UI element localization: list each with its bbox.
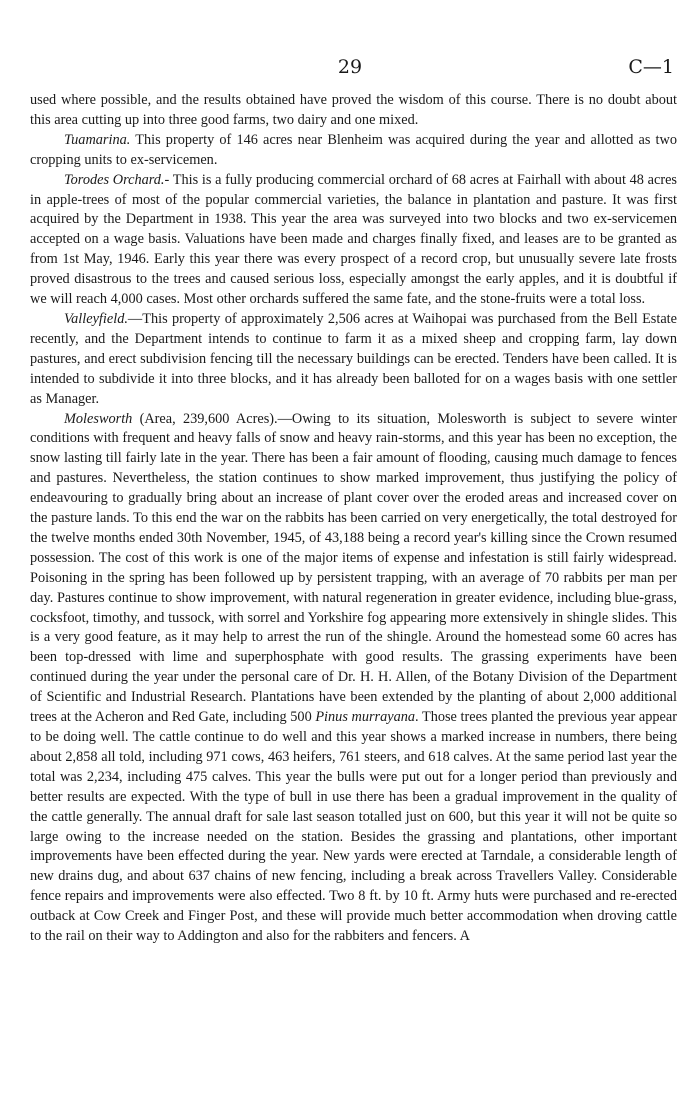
paragraph-continued [30,91,677,131]
paragraph-valleyfield [30,310,677,410]
species-name: Pinus murrayana [315,709,416,726]
body-text [30,91,677,947]
paragraph-text: —This property of approximately 2,506 acres at Waihopai was purchased from the Bell Estate recently, and the Department intends to continue to farm it as a mixed sheep and cropping farm, lay down pastures, and erect subdivision fencing till the necessary buildings can be erected. Tenders have been called. It is intended to subdivide it into three blocks, and it has already been balloted for on a wages basis with one settler as Manager. [30,310,677,407]
paragraph-text: - This is a fully producing commercial orchard of 68 acres at Fairhall with about 48 acres in apple-trees of most of the popular commercial varieties, the balance in plantation and pasture. It was first acquired by the Department in 1938. This year the area was surveyed into two blocks and two ex-servicemen accepted on a wage basis. Valuations have been made and charges finally fixed, and leases are to be granted as from 1st May, 1946. Early this year there was every prospect of a record crop, but unusually severe late frosts proved disastrous to the trees and caused serious loss, especially amongst the early apples, and it is doubtful if we will reach 4,000 cases. Most other orchards suffered the same fate, and the stone-fruits were a total loss. [30,171,677,308]
paragraph-lead: Molesworth [64,410,133,427]
page-reference: C—1 [628,56,674,78]
paragraph-text: This property of 146 acres near Blenheim was acquired during the year and allotted as two cropping units to ex-servicemen. [30,131,677,168]
paragraph-lead: Tuamarina. [64,131,131,148]
page-number: 29 [337,56,363,78]
paragraph-text: (Area, 239,600 Acres).—Owing to its situation, Molesworth is subject to severe winter conditions with frequent and heavy falls of snow and heavy rain-storms, and this year has been no exception, the snow lasting till fairly late in the year. There has been a fair amount of flooding, causing much damage to fences and pastures. Nevertheless, the station continues to show marked improvement, thus justifying the policy of endeavouring to gradually bring about an increase of plant cover over the eroded areas and increased cover on the pasture lands. To this end the war on the rabbits has been carried on very energetically, the total destroyed for the twelve months ended 30th November, 1945, of 43,188 being a record year's killing since the Crown resumed possession. The cost of this work is one of the major items of expense and infestation is still fairly widespread. Poisoning in the spring has been followed up by persistent trapping, with an average of 70 rabbits per man per day. Pastures continue to show improvement, with natural regeneration in greater evidence, including blue-grass, cocksfoot, timothy, and tussock, with sorrel and Yorkshire fog appearing more extensively in shingle slides. This is a very good feature, as it may help to arrest the run of the shingle. Around the homestead some 60 acres has been top-dressed with lime and superphosphate with good results. The grassing experiments have been continued during the year under the personal care of Dr. H. H. Allen, of the Botany Division of the Department of Scientific and Industrial Research. Plantations have been extended by the planting of about 2,000 additional trees at the Acheron and Red Gate, including 500 [30,410,677,726]
paragraph-lead: Valleyfield. [64,310,128,327]
paragraph-text: . Those trees planted the previous year appear to be doing well. The cattle continue to do well and this year shows a marked increase in numbers, there being about 2,858 all told, including 971 cows, 463 heifers, 761 steers, and 618 calves. At the same period last year the total was 2,234, including 475 calves. This year the bulls were put out for a longer period than previously and better results are expected. With the type of bull in use there has been a gradual improvement in the quality of the cattle generally. The annual draft for sale last season totalled just on 600, but this year it will not be quite so large owing to the increase needed on the station. Besides the grassing and plantations, other important improvements have been effected during the year. New yards were erected at Tarndale, a considerable length of new drains dug, and about 637 chains of new fencing, including a break across Travellers Valley. Considerable fence repairs and improvements were also effected. Two 8 ft. by 10 ft. Army huts were purchased and re-erected outback at Cow Creek and Finger Post, and these will provide much better accommodation when droving cattle to the rail on their way to Addington and also for the rabbiters and fencers. A [30,709,677,945]
paragraph-text: used where possible, and the results obtained have proved the wisdom of this course. There is no doubt about this area cutting up into three good farms, two dairy and one mixed. [30,92,677,128]
paragraph-lead: Torodes Orchard. [64,171,165,188]
paragraph-molesworth [30,410,677,947]
paragraph-tuamarina [30,131,677,171]
page-header [0,56,700,80]
paragraph-torodes-orchard [30,171,677,310]
